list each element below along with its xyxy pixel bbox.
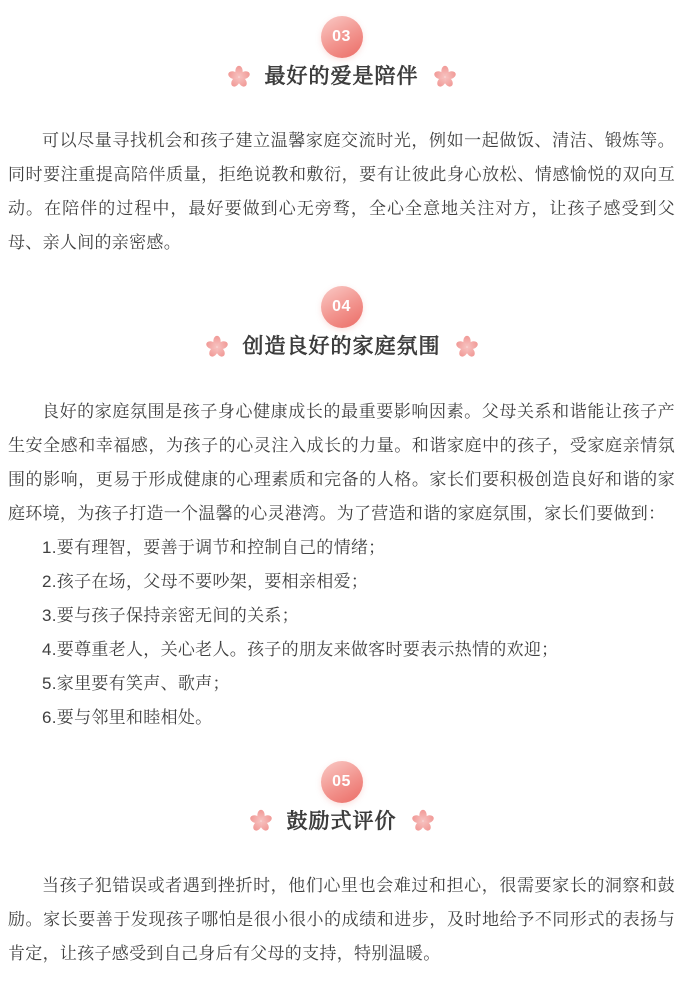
list-item: 1.要有理智，要善于调节和控制自己的情绪；: [42, 537, 386, 557]
sakura-flower-icon: [411, 809, 435, 833]
list-item: 4.要尊重老人，关心老人。孩子的朋友来做客时要表示热情的欢迎；: [42, 639, 559, 659]
sakura-flower-icon: [249, 809, 273, 833]
family-rules-list: [8, 531, 675, 735]
list-item: 5.家里要有笑声、歌声；: [42, 673, 230, 693]
section-title: 创造良好的家庭氛围: [242, 335, 441, 359]
section-title: 鼓励式评价: [286, 809, 397, 833]
sakura-flower-icon: [455, 335, 479, 359]
sakura-flower-icon: [433, 65, 457, 89]
sakura-flower-icon: [227, 65, 251, 89]
section-heading-row: [8, 808, 675, 835]
section-paragraph: 良好的家庭氛围是孩子身心健康成长的最重要影响因素。父母关系和谐能让孩子产生安全感和幸福感，为孩子的心灵注入成长的力量。和谐家庭中的孩子，受家庭亲情氛围的影响，更易于形成健康的心理素质和完备的人格。家长们要积极创造良好和谐的家庭环境，为孩子打造一个温馨的心灵港湾。为了营造和谐的家庭氛围，家长们要做到：: [8, 401, 675, 523]
sakura-flower-icon: [205, 335, 229, 359]
section-title: 最好的爱是陪伴: [264, 65, 419, 88]
section-03: [8, 16, 675, 260]
list-item: 3.要与孩子保持亲密无间的关系；: [42, 605, 299, 625]
section-04: [8, 286, 675, 734]
list-item: 2.孩子在场，父母不要吵架，要相亲相爱；: [42, 571, 369, 591]
list-item: 6.要与邻里和睦相处。: [42, 707, 213, 727]
section-paragraph: 可以尽量寻找机会和孩子建立温馨家庭交流时光，例如一起做饭、清洁、锻炼等。同时要注重提高陪伴质量，拒绝说教和敷衍，要有让彼此身心放松、情感愉悦的双向互动。在陪伴的过程中，最好要做到心无旁骛，全心全意地关注对方，让孩子感受到父母、亲人间的亲密感。: [8, 131, 675, 253]
section-heading-row: [8, 63, 675, 90]
section-heading-row: [8, 333, 675, 360]
section-number-badge: 04: [321, 286, 363, 328]
section-number-badge: 05: [321, 761, 363, 803]
section-number-badge: 03: [321, 16, 363, 58]
section-05: [8, 761, 675, 971]
section-paragraph: 当孩子犯错误或者遇到挫折时，他们心里也会难过和担心，很需要家长的洞察和鼓励。家长要善于发现孩子哪怕是很小很小的成绩和进步，及时地给予不同形式的表扬与肯定，让孩子感受到自己身后有父母的支持，特别温暖。: [8, 875, 675, 963]
